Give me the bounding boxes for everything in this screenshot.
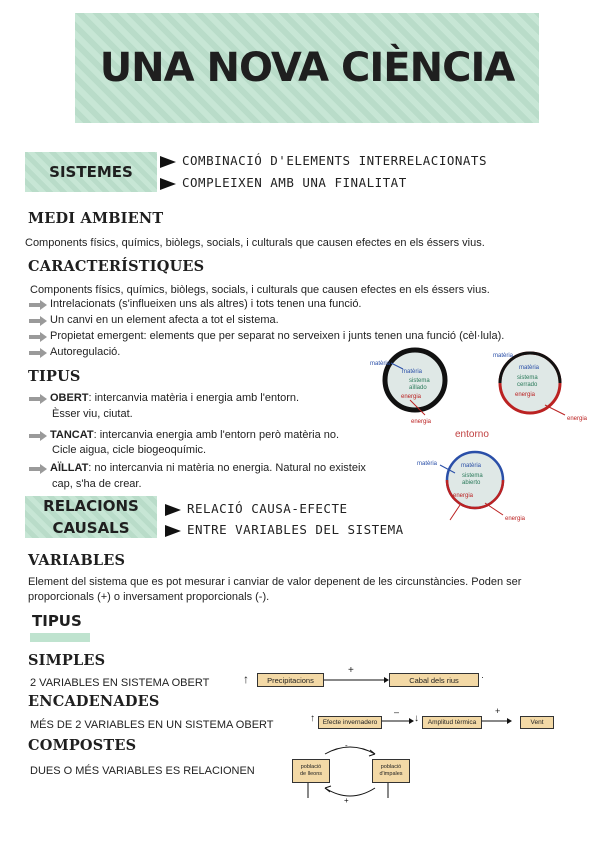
encadenades-text: MÉS DE 2 VARIABLES EN UN SISTEMA OBERT [30, 719, 274, 731]
label-materia: matèria [461, 463, 482, 469]
label-materia: matèria [493, 353, 514, 359]
tipus-item-obert [28, 391, 299, 406]
label-energia: energia [567, 416, 588, 422]
label-sistema: sistema [462, 473, 483, 479]
tipus-term: AÏLLAT [50, 462, 89, 474]
triangle-arrow-icon [165, 504, 181, 516]
encadenades-arrow2 [481, 715, 513, 727]
encadenades-box3: Vent [520, 716, 554, 729]
simples-box2: Cabal dels rius [389, 673, 479, 687]
tipus-desc: : no intercanvia ni matèria no energia. Natural no existeix [88, 462, 366, 474]
label-energia: energia [505, 516, 526, 522]
sistemes-tag-label: SISTEMES [49, 163, 133, 181]
relacions-tag [25, 496, 157, 538]
title-banner [75, 13, 539, 123]
list-item [28, 329, 504, 344]
tipus-item-tancat [28, 428, 339, 443]
label-materia: matèria [402, 369, 423, 375]
encadenades-down-arrow-icon: ↓ [414, 713, 419, 724]
open-system-diagram [417, 452, 526, 522]
arrow-right-icon [28, 332, 48, 342]
label-sistema: sistema [409, 378, 430, 384]
simples-box1: Precipitacions [257, 673, 324, 687]
tipus2-heading: TIPUS [32, 612, 82, 630]
label-materia: matèria [519, 365, 540, 371]
encadenades-box2: Amplitud tèrmica [422, 716, 482, 729]
label-energia: energia [401, 394, 422, 400]
encadenades-box1: Efecte invernadero [318, 716, 382, 729]
label-cerrado: cerrado [517, 382, 538, 388]
list-item [28, 313, 279, 328]
sistemes-line1-text: COMBINACIÓ D'ELEMENTS INTERRELACIONATS [182, 153, 487, 168]
label-sistema: sistema [517, 375, 538, 381]
label-abierto: abierto [462, 480, 481, 486]
variables-heading: VARIABLES [28, 552, 126, 569]
list-item-text: Un canvi en un element afecta a tot el sistema. [50, 314, 279, 326]
relacions-line1 [165, 501, 348, 516]
sistemes-line2 [160, 175, 407, 190]
triangle-arrow-icon [160, 156, 176, 168]
tipus-item-aillat [28, 461, 366, 476]
caracteristiques-text: Components físics, químics, biòlegs, socials, i culturals que causen efectes en els éssers vius. [30, 284, 490, 296]
arrow-right-icon [28, 316, 48, 326]
medi-ambient-heading: MEDI AMBIENT [28, 210, 164, 227]
compostes-box2 [372, 759, 410, 783]
system-types-diagram [355, 345, 590, 525]
label-energia: energia [411, 419, 432, 425]
triangle-arrow-icon [165, 525, 181, 537]
tipus-desc: : intercanvia energia amb l'entorn però matèria no. [93, 429, 340, 441]
encadenades-up-arrow-icon: ↑ [310, 713, 315, 724]
encadenades-sign2: + [495, 706, 501, 716]
sistemes-line1 [160, 153, 487, 168]
encadenades-heading: ENCADENADES [28, 693, 160, 710]
arrow-right-icon [28, 300, 48, 310]
tipus-heading: TIPUS [28, 368, 81, 385]
compostes-box1 [292, 759, 330, 783]
tipus-term: TANCAT [50, 429, 94, 441]
list-item [28, 297, 362, 312]
arrow-right-icon [28, 348, 48, 358]
relacions-line2 [165, 522, 404, 537]
relacions-tag-line1: RELACIONS [43, 497, 139, 515]
compostes-box2-line1: població [380, 764, 402, 770]
encadenades-sign1: – [394, 707, 400, 717]
compostes-plus: + [344, 796, 349, 804]
label-aislado: aïllado [409, 385, 427, 391]
isolated-system-diagram [370, 350, 445, 425]
list-item-text: Intrelacionats (s'influeixen uns als altres) i tots tenen una funció. [50, 298, 362, 310]
closed-system-diagram [493, 353, 588, 422]
compostes-box1-line1: població [300, 764, 322, 770]
relacions-tag-line2: CAUSALS [52, 519, 130, 537]
simples-trailing-dot: · [481, 672, 484, 682]
relacions-line1-text: RELACIÓ CAUSA-EFECTE [187, 501, 348, 516]
simples-sign: + [348, 665, 354, 676]
compostes-box2-line2: d'impales [379, 771, 403, 777]
simples-text: 2 VARIABLES EN SISTEMA OBERT [30, 677, 210, 689]
simples-arrow [322, 673, 390, 687]
list-item-text: Propietat emergent: elements que per separat no serveixen i junts tenen una funció (cèl·lula). [50, 330, 505, 342]
label-energia: energia [453, 493, 474, 499]
arrow-right-icon [28, 394, 48, 404]
tipus2-underline [30, 633, 90, 642]
medi-ambient-text: Components físics, químics, biòlegs, socials, i culturals que causen efectes en els éssers vius. [25, 237, 485, 249]
variables-text-line2: proporcionals (+) o inversament proporcionals (-). [28, 591, 270, 603]
triangle-arrow-icon [160, 178, 176, 190]
caracteristiques-heading: CARACTERÍSTIQUES [28, 258, 205, 275]
label-materia: matèria [417, 461, 438, 467]
tipus-desc2: Cicle aigua, cicle biogeoquímic. [52, 444, 207, 456]
compostes-minus: - [345, 742, 348, 750]
tipus-desc: : intercanvia matèria i energia amb l'entorn. [88, 392, 300, 404]
compostes-text: DUES O MÉS VARIABLES ES RELACIONEN [30, 765, 255, 777]
simples-up-arrow-icon: ↑ [243, 672, 249, 686]
compostes-box1-line2: de lleons [299, 771, 323, 777]
relacions-line2-text: ENTRE VARIABLES DEL SISTEMA [187, 522, 404, 537]
sistemes-line2-text: COMPLEIXEN AMB UNA FINALITAT [182, 175, 407, 190]
tipus-desc2: cap, s'ha de crear. [52, 478, 142, 490]
simples-heading: SIMPLES [28, 652, 106, 669]
compostes-heading: COMPOSTES [28, 737, 137, 754]
label-materia: matèria [370, 361, 391, 367]
label-entorno: entorno [455, 429, 489, 440]
list-item [28, 345, 120, 360]
tipus-term: OBERT [50, 392, 89, 404]
tipus-desc2: Èsser viu, ciutat. [52, 408, 133, 420]
arrow-right-icon [28, 431, 48, 441]
list-item-text: Autoregulació. [50, 346, 121, 358]
variables-text-line1: Element del sistema que es pot mesurar i canviar de valor depenent de les circunstàncies. Poden ser [28, 576, 522, 588]
label-energia: energia [515, 392, 536, 398]
page-title: UNA NOVA CIÈNCIA [99, 45, 515, 91]
sistemes-tag [25, 152, 157, 192]
arrow-right-icon [28, 464, 48, 474]
